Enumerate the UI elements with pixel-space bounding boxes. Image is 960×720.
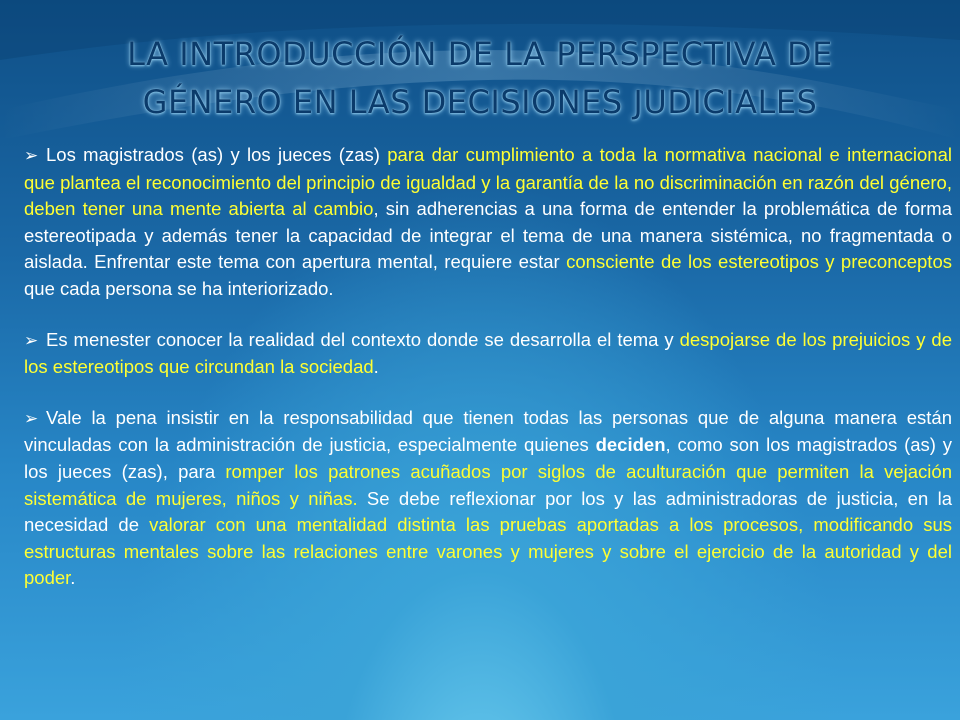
- arrow-bullet-icon: ➢: [24, 146, 39, 165]
- paragraph-3-text-4: .: [70, 567, 76, 589]
- paragraph-2-highlight-1: despojarse de los prejuicios y de los estereotipos que circundan la sociedad: [24, 328, 952, 378]
- paragraph-3-highlight-2: valorar con una mentalidad distinta las pruebas aportadas a los procesos, modificando sus estructuras mentales sobre las relaciones entre varones y mujeres y sobre el ejercicio de la autoridad y del poder: [24, 514, 953, 589]
- slide-title: [60, 30, 900, 126]
- paragraph-3-highlight-1: romper los patrones acuñados por siglos de aculturación que permiten la vejación sistemática de mujeres, niños y niñas.: [24, 460, 952, 509]
- paragraph-3-text-1: Vale la pena insistir en la responsabilidad que tienen todas las personas que de alguna manera están vinculadas con la administración de justicia, especialmente quienes: [24, 406, 952, 456]
- paragraph-1-highlight-2: consciente de los estereotipos y preconceptos: [566, 251, 952, 273]
- paragraph-2-text-2: .: [373, 356, 379, 378]
- slide-title-line-1: LA INTRODUCCIÓN DE LA PERSPECTIVA DE: [127, 35, 833, 73]
- paragraph-1-text-3: que cada persona se ha interiorizado.: [24, 277, 334, 299]
- paragraph-1: [24, 142, 952, 303]
- paragraph-1-highlight-1: para dar cumplimiento a toda la normativa nacional e internacional que plantea el reconocimiento del principio de igualdad y la garantía de la no discriminación en razón del género, deben tener una mente abierta al cambio: [24, 144, 952, 220]
- paragraph-1-text-1: Los magistrados (as) y los jueces (zas): [46, 144, 388, 165]
- paragraph-2-text-1: Es menester conocer la realidad del contexto donde se desarrolla el tema y: [46, 328, 680, 350]
- paragraph-2: [24, 327, 952, 381]
- arrow-bullet-icon: ➢: [24, 408, 39, 428]
- slide-title-line-2: GÉNERO EN LAS DECISIONES JUDICIALES: [142, 83, 818, 121]
- paragraph-3-text-2: , como son los magistrados (as) y los jueces (zas), para: [24, 434, 952, 482]
- paragraph-3-text-3: Se debe reflexionar por los y las administradoras de justicia, en la necesidad de: [24, 487, 952, 536]
- arrow-bullet-icon: ➢: [24, 330, 39, 350]
- paragraph-3: [24, 405, 952, 592]
- slide-body: [24, 142, 952, 616]
- paragraph-3-bold-word: deciden: [595, 434, 666, 456]
- paragraph-1-text-2: , sin adherencias a una forma de entender la problemática de forma estereotipada y además tener la capacidad de integrar el tema de una manera sistémica, no fragmentada o aislada. Enfrentar este tema con apertura mental, requiere estar: [24, 198, 953, 273]
